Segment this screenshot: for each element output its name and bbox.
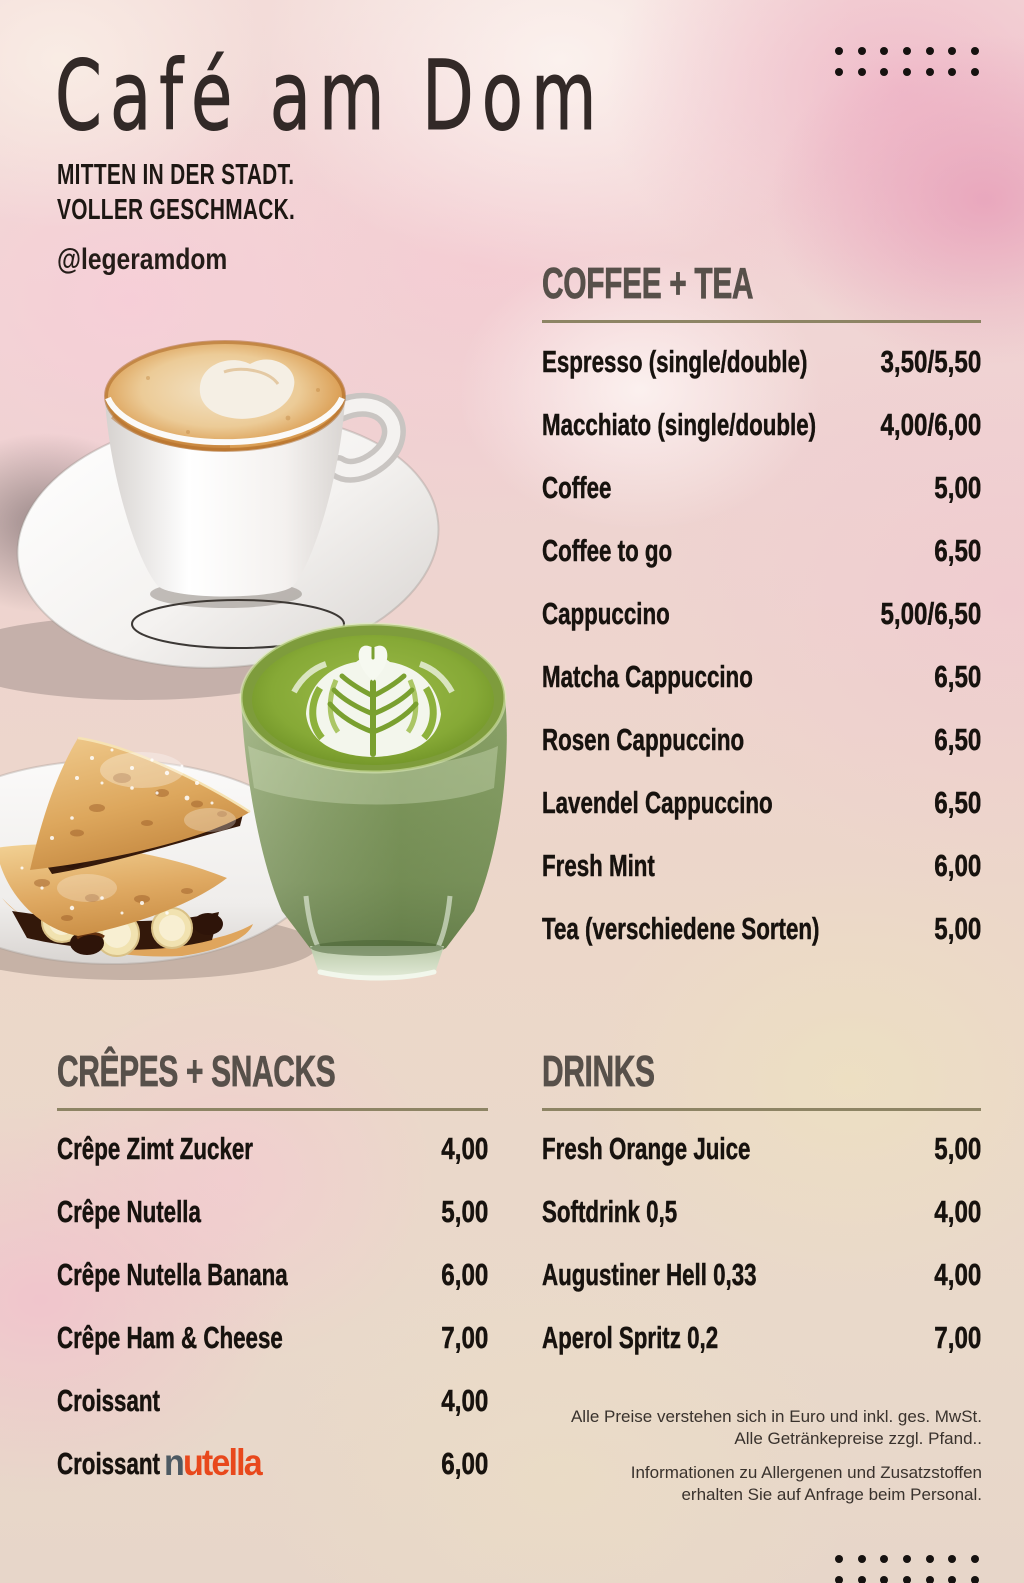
price-note-line2: Alle Getränkepreise zzgl. Pfand..: [734, 1428, 982, 1448]
item-price: 6,50: [933, 532, 981, 568]
dot-grid-icon: [835, 1555, 979, 1583]
menu-item-row: [542, 1243, 981, 1306]
menu-item-row: [542, 330, 981, 393]
item-price: 4,00: [440, 1130, 488, 1166]
item-price: 5,00/6,50: [880, 595, 981, 631]
section-divider: [542, 320, 981, 323]
item-price: 6,50: [933, 721, 981, 757]
price-note-line1: Alle Preise verstehen sich in Euro und inkl. ges. MwSt.: [570, 1407, 982, 1426]
dot-row: [835, 47, 979, 55]
item-price: 5,00: [933, 469, 981, 505]
menu-item-row: [542, 708, 981, 771]
nutella-brand-logo: [164, 1442, 261, 1484]
tagline-line2: VOLLER GESCHMACK.: [57, 194, 296, 226]
item-name: Rosen Cappuccino: [542, 721, 745, 757]
menu-item-row: [542, 1117, 981, 1180]
dot-row: [835, 68, 979, 76]
section-title-crepes-snacks: CRÊPES + SNACKS: [57, 1047, 336, 1096]
item-name: Lavendel Cappuccino: [542, 784, 773, 820]
item-name: Cappuccino: [542, 595, 670, 631]
menu-item-row: [57, 1180, 488, 1243]
menu-item-row: [542, 771, 981, 834]
menu-item-row: [542, 456, 981, 519]
item-name: Crêpe Nutella: [57, 1193, 201, 1229]
allergen-note-line1: Informationen zu Allergenen und Zusatzstoffen: [630, 1463, 982, 1482]
section-title-coffee-tea: COFFEE + TEA: [542, 259, 754, 308]
dot-grid-icon: [835, 47, 979, 76]
item-name: Augustiner Hell 0,33: [542, 1256, 757, 1292]
nutella-logo-utella: utella: [182, 1441, 261, 1483]
menu-item-row: [57, 1243, 488, 1306]
section-crepes-snacks: [57, 1047, 488, 1510]
menu-item-row: [542, 1306, 981, 1369]
matcha-latte-photo: [236, 596, 520, 982]
menu-item-row: [57, 1117, 488, 1180]
tagline-line1: MITTEN IN DER STADT.: [57, 159, 295, 191]
item-name: Matcha Cappuccino: [542, 658, 753, 694]
item-price: 4,00: [440, 1382, 488, 1418]
menu-item-row: [542, 834, 981, 897]
menu-item-row: [57, 1306, 488, 1369]
item-price: 4,00: [933, 1193, 981, 1229]
item-price: 5,00: [933, 910, 981, 946]
item-price: 7,00: [933, 1319, 981, 1355]
dot-row: [835, 1576, 979, 1583]
nutella-logo-n: n: [164, 1441, 183, 1483]
page-title: Café am Dom: [55, 40, 605, 152]
item-price: 6,00: [440, 1256, 488, 1292]
allergen-note: [571, 1462, 982, 1505]
item-price: 6,50: [933, 784, 981, 820]
footer-notes: [571, 1406, 982, 1505]
item-name: Coffee: [542, 469, 612, 505]
item-name: Crêpe Zimt Zucker: [57, 1130, 253, 1166]
menu-item-row: [542, 582, 981, 645]
item-price: 3,50/5,50: [880, 343, 981, 379]
menu-item-row-croissant-nutella: [57, 1432, 488, 1495]
section-title-drinks: DRINKS: [542, 1047, 655, 1096]
item-name: Fresh Mint: [542, 847, 655, 883]
tagline: [57, 158, 295, 228]
item-name: Crêpe Nutella Banana: [57, 1256, 288, 1292]
item-price: 6,00: [933, 847, 981, 883]
allergen-note-line2: erhalten Sie auf Anfrage beim Personal.: [681, 1484, 982, 1504]
item-name: Croissant: [57, 1382, 160, 1418]
item-price: 6,50: [933, 658, 981, 694]
item-name: Softdrink 0,5: [542, 1193, 678, 1229]
item-name: Espresso (single/double): [542, 343, 808, 379]
menu-item-row: [542, 1180, 981, 1243]
item-name: Croissant: [57, 1445, 160, 1481]
menu-item-row: [542, 645, 981, 708]
item-name: Crêpe Ham & Cheese: [57, 1319, 283, 1355]
item-name: Macchiato (single/double): [542, 406, 817, 442]
item-price: 7,00: [440, 1319, 488, 1355]
price-note: [571, 1406, 982, 1449]
menu-item-row: [57, 1369, 488, 1432]
section-divider: [57, 1108, 488, 1111]
menu-item-row: [542, 393, 981, 456]
menu-item-row: [542, 519, 981, 582]
item-price: 5,00: [440, 1193, 488, 1229]
item-price: 4,00/6,00: [880, 406, 981, 442]
item-name: Coffee to go: [542, 532, 673, 568]
item-name: Fresh Orange Juice: [542, 1130, 751, 1166]
section-drinks: [542, 1047, 981, 1380]
item-name: Aperol Spritz 0,2: [542, 1319, 719, 1355]
item-price: 6,00: [440, 1445, 488, 1481]
item-price: 5,00: [933, 1130, 981, 1166]
section-coffee-tea: [542, 259, 981, 962]
dot-row: [835, 1555, 979, 1563]
item-price: 4,00: [933, 1256, 981, 1292]
social-handle: @legeramdom: [57, 243, 228, 276]
section-divider: [542, 1108, 981, 1111]
menu-item-row: [542, 897, 981, 960]
item-name: Tea (verschiedene Sorten): [542, 910, 820, 946]
